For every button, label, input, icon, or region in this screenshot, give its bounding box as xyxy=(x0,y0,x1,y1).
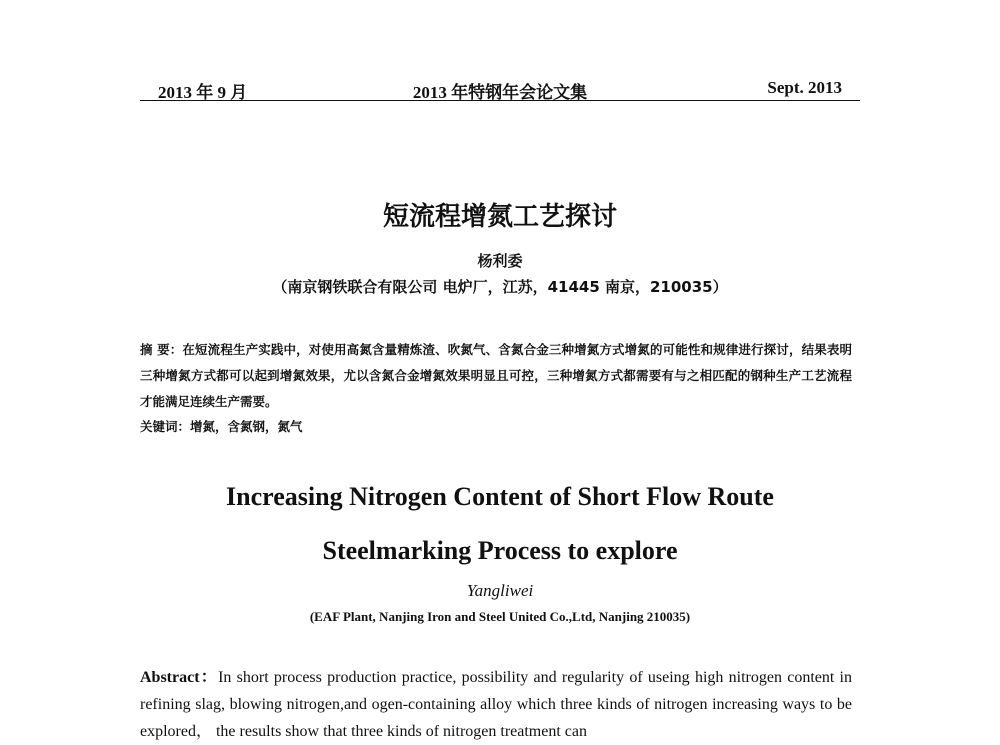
english-author: Yangliwei xyxy=(466,581,534,600)
chinese-keywords-label: 关键词： xyxy=(140,419,191,434)
english-title-line2: Steelmarking Process to explore xyxy=(322,536,678,565)
english-affiliation: (EAF Plant, Nanjing Iron and Steel United Co.,Ltd, Nanjing 210035) xyxy=(309,609,691,624)
chinese-title: 短流程增氮工艺探讨 xyxy=(382,202,617,232)
english-abstract-text: In short process production practice, possibility and regularity of useing high nitrogen content in refining slag, blowing nitrogen,and ogen-containing alloy which three kinds of nitrogen increasing ways to be explored， the results show that three kinds of nitrogen treatment can xyxy=(140,669,852,740)
chinese-author: 杨利委 xyxy=(477,252,523,270)
english-abstract-label: Abstract： xyxy=(140,669,219,686)
chinese-keywords-text: 增氮，含氮钢，氮气 xyxy=(190,419,303,434)
chinese-abstract-label: 摘 要： xyxy=(140,342,183,357)
chinese-affiliation: （南京钢铁联合有限公司 电炉厂，江苏，41445 南京，210035） xyxy=(272,278,728,296)
header-date-en: Sept. 2013 xyxy=(767,78,842,97)
english-abstract xyxy=(140,664,852,745)
header-date-cn: 2013 年 9 月 xyxy=(158,83,248,102)
header-proceedings-title: 2013 年特钢年会论文集 xyxy=(412,83,588,102)
running-header xyxy=(140,76,860,101)
english-title-line1: Increasing Nitrogen Content of Short Flow Route xyxy=(226,482,774,511)
chinese-abstract xyxy=(140,337,852,415)
chinese-keywords xyxy=(140,417,852,435)
chinese-abstract-text: 在短流程生产实践中，对使用高氮含量精炼渣、吹氮气、含氮合金三种增氮方式增氮的可能性和规律进行探讨，结果表明三种增氮方式都可以起到增氮效果，尤以含氮合金增氮效果明显且可控，三种增氮方式都需要有与之相匹配的钢种生产工艺流程才能满足连续生产需要。 xyxy=(140,342,852,409)
